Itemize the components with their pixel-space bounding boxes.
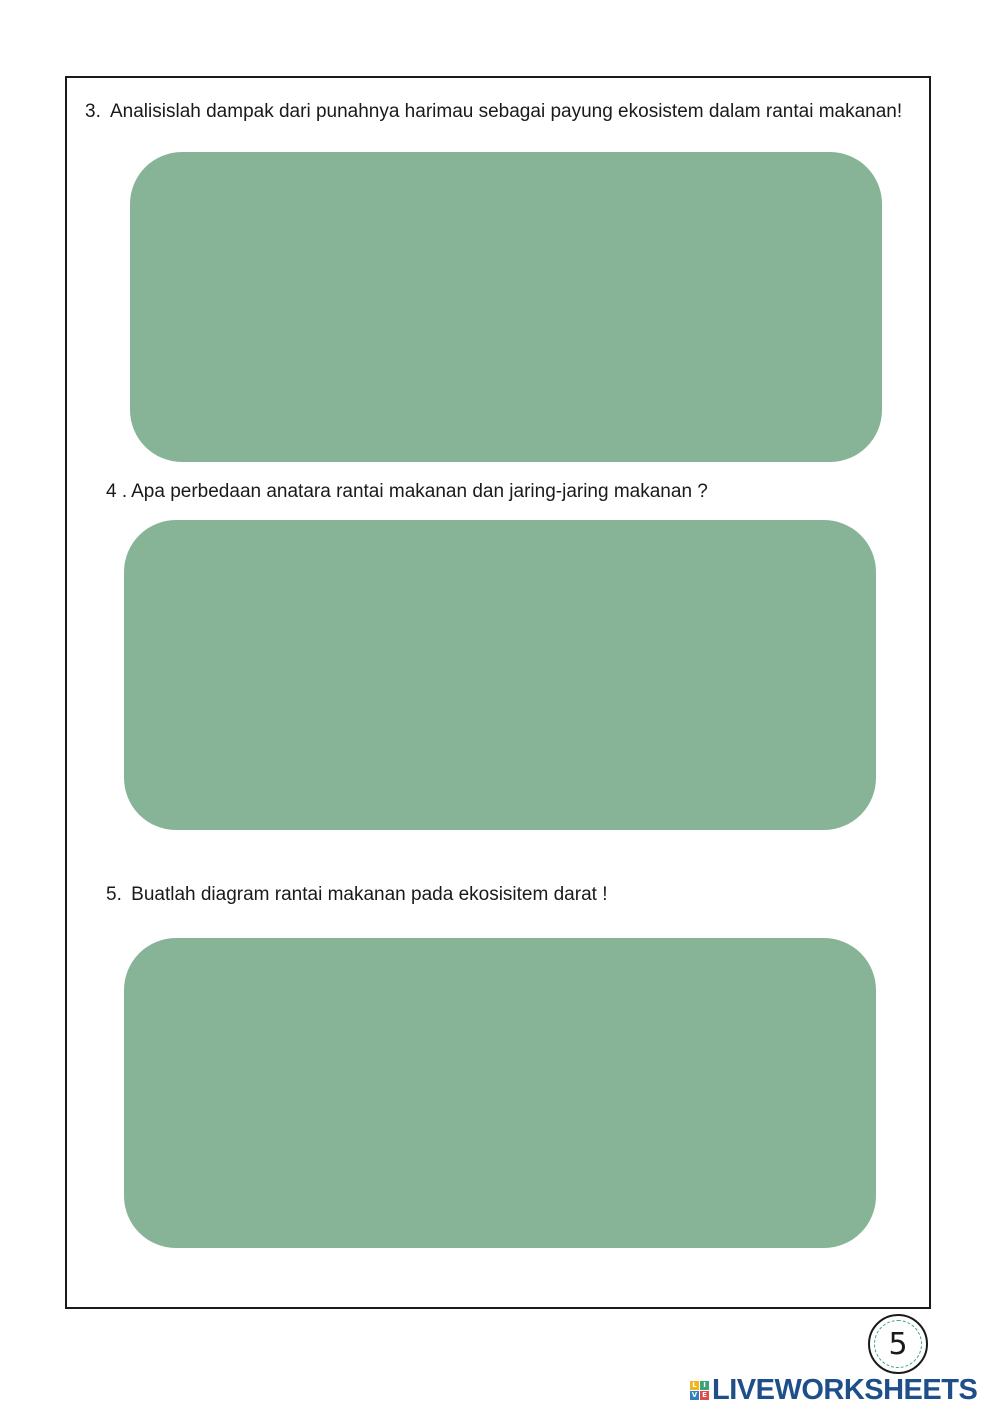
question-3 xyxy=(85,98,925,126)
question-3-text: Analisislah dampak dari punahnya harimau sebagai payung ekosistem dalam rantai makanan! xyxy=(110,101,903,122)
logo-cell-v: V xyxy=(691,1391,698,1399)
answer-box-4[interactable] xyxy=(124,520,876,830)
logo-cell-l: L xyxy=(690,1381,699,1390)
liveworksheets-logo-icon xyxy=(690,1381,709,1400)
logo-cell-e: E xyxy=(700,1391,709,1400)
answer-box-3[interactable] xyxy=(130,152,882,462)
liveworksheets-logo xyxy=(690,1374,977,1406)
question-4-text: Apa perbedaan anatara rantai makanan dan jaring-jaring makanan ? xyxy=(131,481,708,502)
question-3-number: 3. xyxy=(85,101,101,122)
page-number-badge xyxy=(868,1314,928,1374)
question-5-number: 5. xyxy=(106,884,122,905)
brand-name: LIVEWORKSHEETS xyxy=(712,1373,978,1406)
question-5-text: Buatlah diagram rantai makanan pada ekosisitem darat ! xyxy=(131,884,608,905)
logo-cell-i: I xyxy=(700,1381,709,1390)
question-5 xyxy=(106,881,607,909)
page-number: 5 xyxy=(888,1326,908,1362)
answer-box-5[interactable] xyxy=(124,938,876,1248)
question-4-number: 4 . xyxy=(106,481,128,502)
question-4 xyxy=(106,478,708,506)
